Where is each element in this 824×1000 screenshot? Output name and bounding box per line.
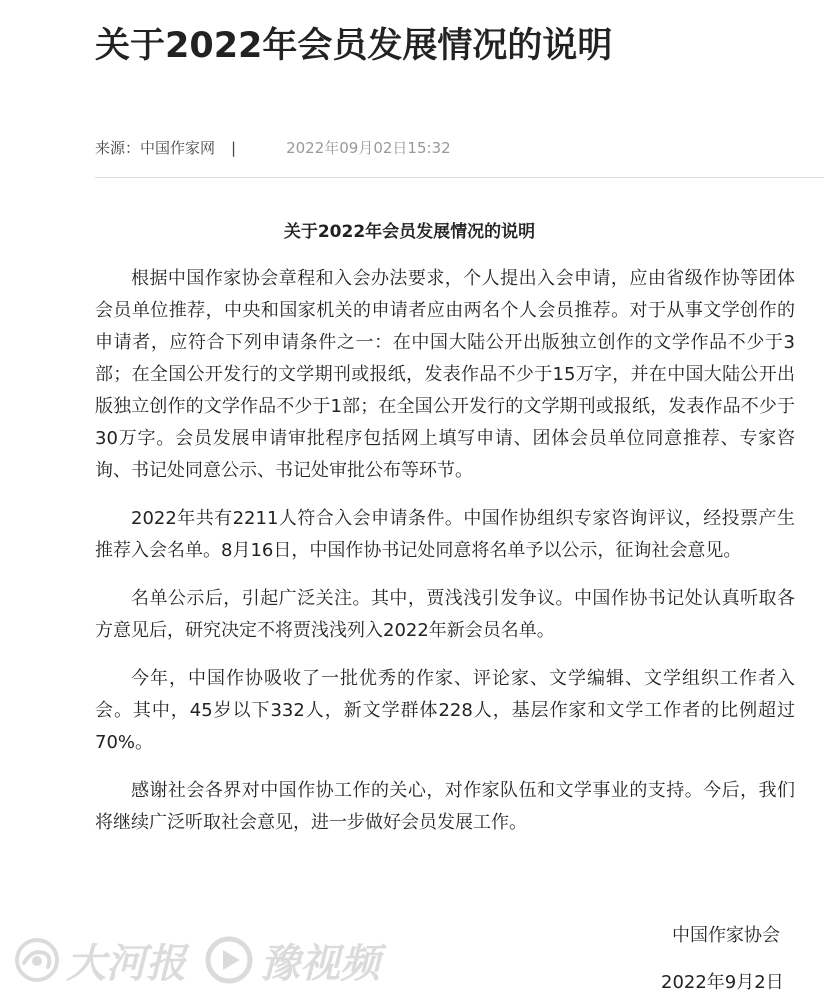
paragraph: 2022年共有2211人符合入会申请条件。中国作协组织专家咨询评议，经投票产生推荐入会名单。8月16日，中国作协书记处同意将名单予以公示，征询社会意见。	[95, 508, 795, 561]
article-meta	[95, 137, 451, 159]
article-heading: 关于2022年会员发展情况的说明	[283, 222, 536, 242]
signature-organization: 中国作家协会	[672, 925, 780, 946]
signature-date: 2022年9月2日	[661, 972, 784, 993]
dahe-logo-icon	[14, 937, 60, 983]
watermark-brand-yushipin: 豫视频	[260, 939, 380, 987]
watermark-brand-dahe: 大河报	[66, 939, 186, 987]
header-divider	[95, 177, 824, 178]
play-icon	[204, 935, 254, 985]
paragraph: 今年，中国作协吸收了一批优秀的作家、评论家、文学编辑、文学组织工作者入会。其中，45岁以下332人，新文学群体228人，基层作家和文学工作者的比例超过70%。	[95, 668, 795, 753]
paragraph: 名单公示后，引起广泛关注。其中，贾浅浅引发争议。中国作协书记处认真听取各方意见后，研究决定不将贾浅浅列入2022年新会员名单。	[95, 588, 795, 641]
article-body	[95, 263, 795, 855]
source-label: 来源：中国作家网	[95, 139, 216, 157]
watermark	[14, 920, 380, 1000]
publish-datetime: 2022年09月02日15:32	[286, 139, 451, 157]
meta-divider: |	[231, 139, 237, 157]
paragraph: 感谢社会各界对中国作协工作的关心，对作家队伍和文学事业的支持。今后，我们将继续广泛听取社会意见，进一步做好会员发展工作。	[95, 780, 795, 833]
page-title: 关于2022年会员发展情况的说明	[95, 26, 613, 66]
paragraph: 根据中国作家协会章程和入会办法要求，个人提出入会申请，应由省级作协等团体会员单位推荐，中央和国家机关的申请者应由两名个人会员推荐。对于从事文学创作的申请者，应符合下列申请条件之一：在中国大陆公开出版独立创作的文学作品不少于3部；在全国公开发行的文学期刊或报纸，发表作品不少于15万字，并在中国大陆公开出版独立创作的文学作品不少于1部；在全国公开发行的文学期刊或报纸，发表作品不少于30万字。会员发展申请审批程序包括网上填写申请、团体会员单位同意推荐、专家咨询、书记处同意公示、书记处审批公布等环节。	[95, 268, 795, 481]
